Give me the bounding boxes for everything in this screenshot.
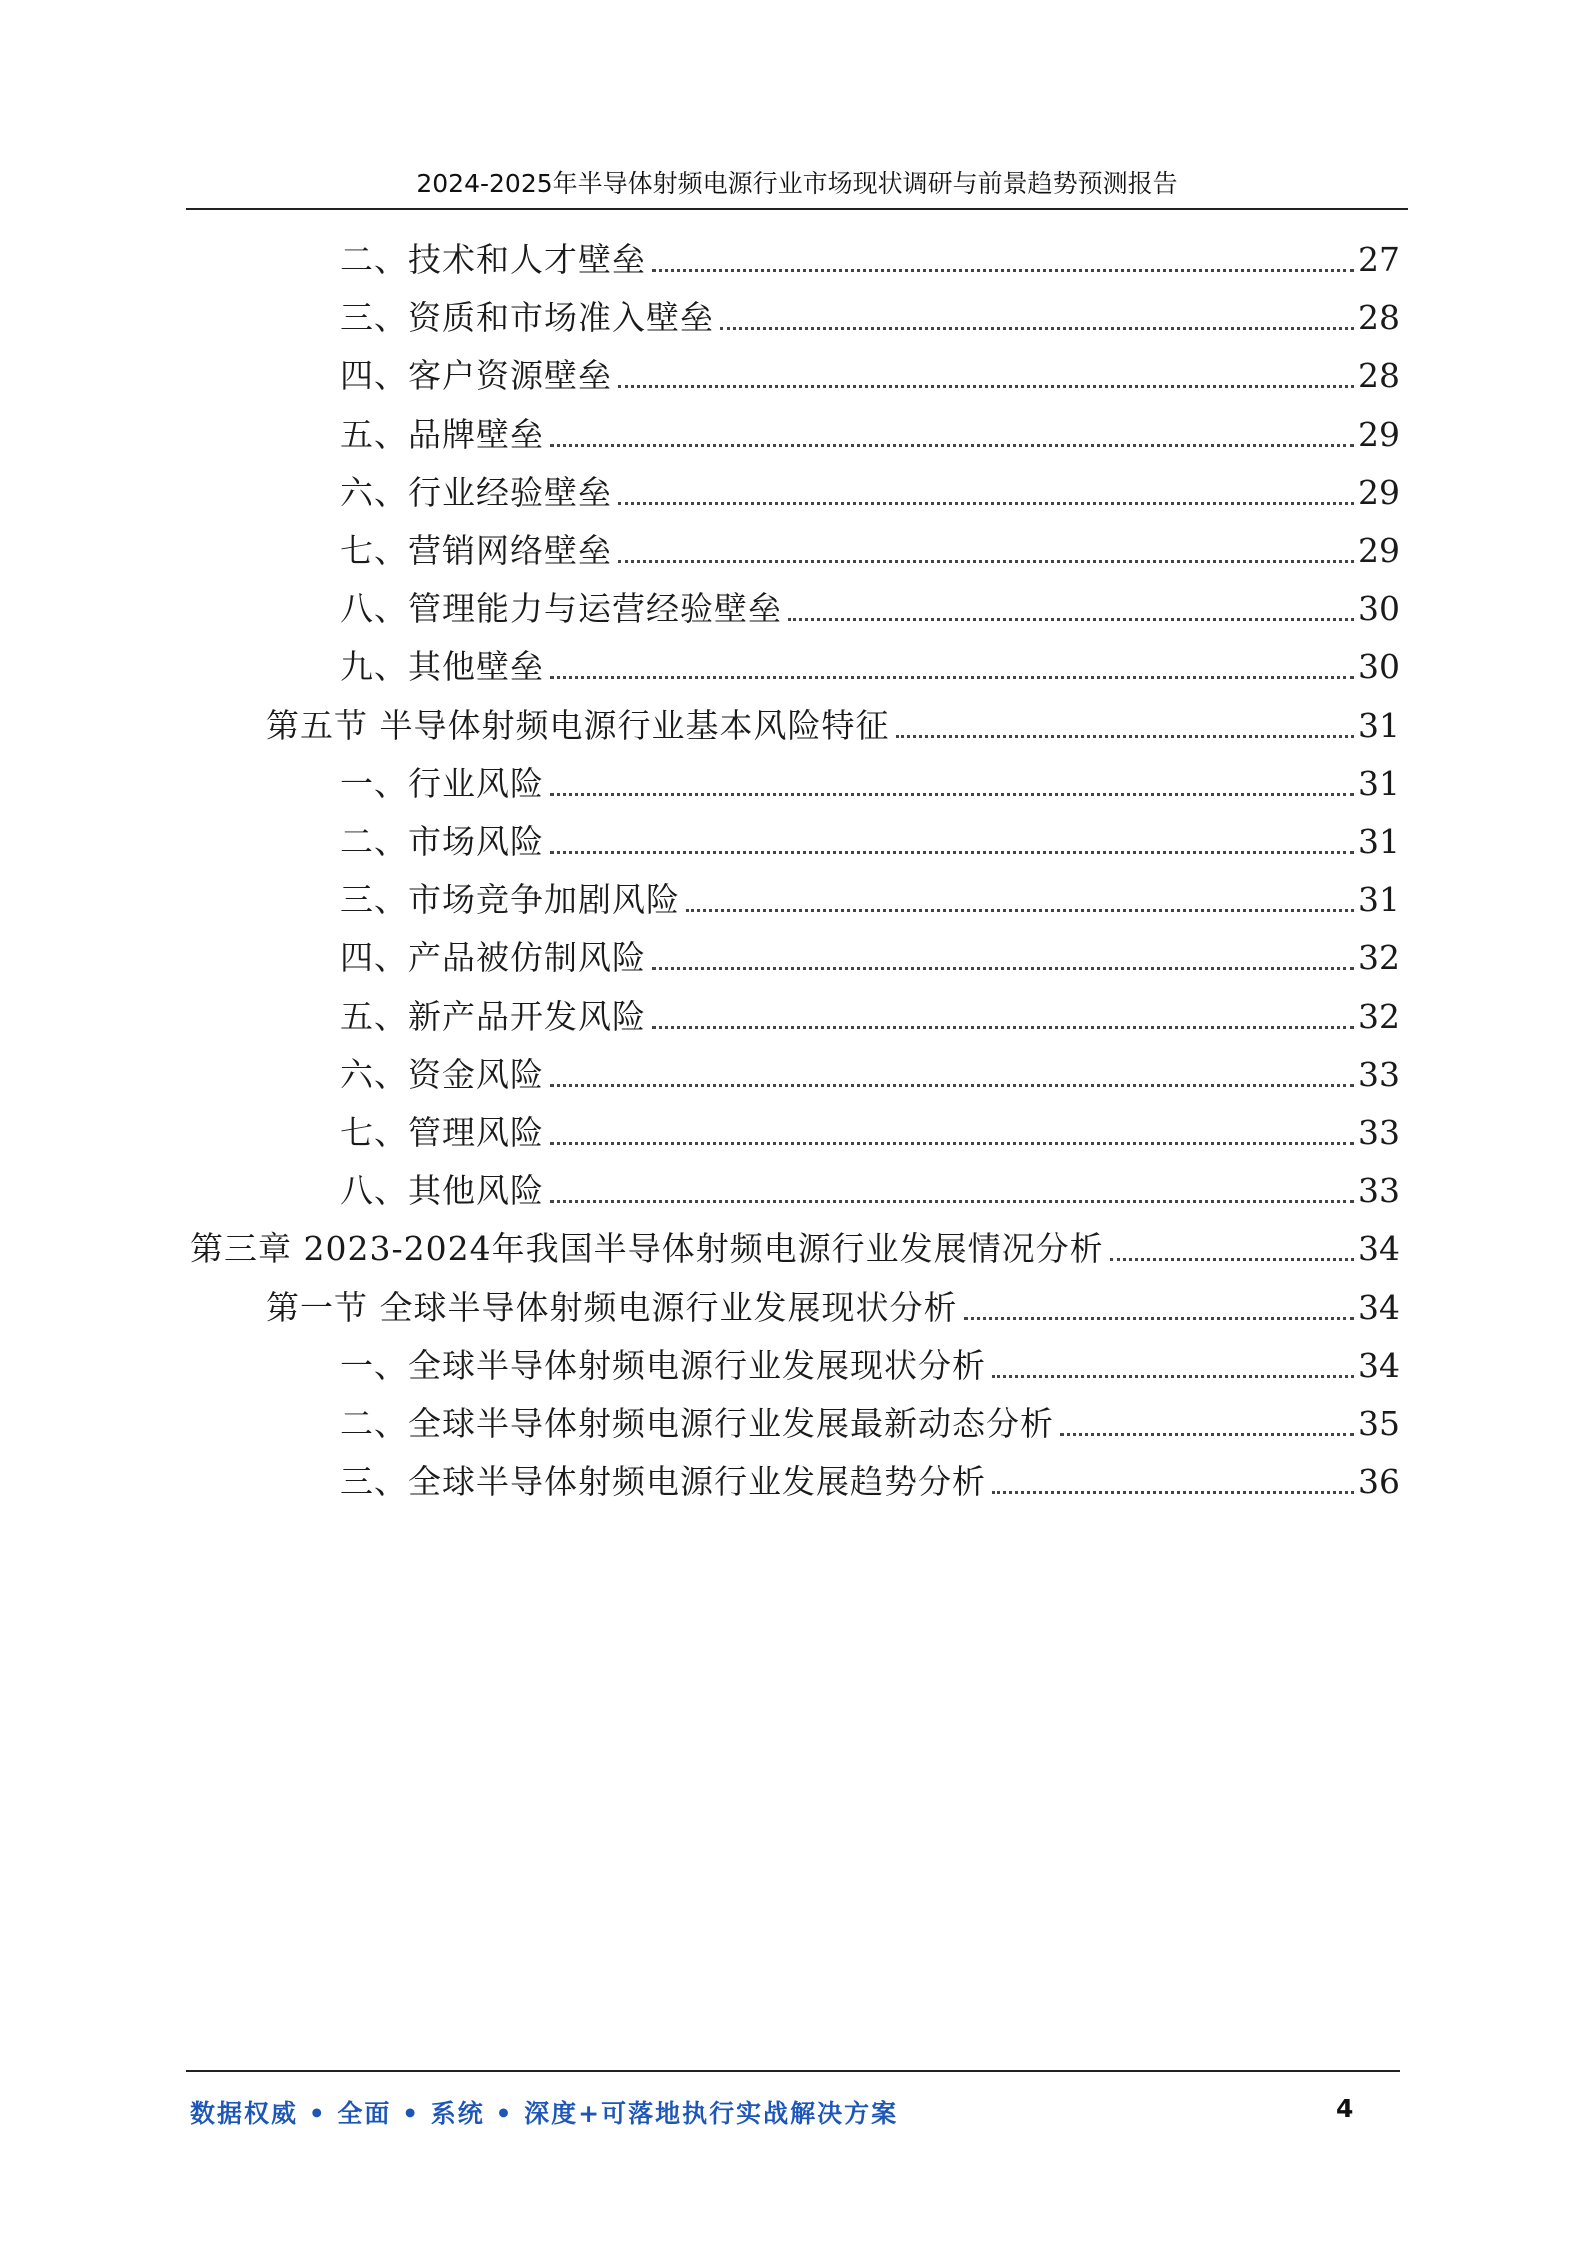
toc-entry-label: 二、市场风险 xyxy=(340,822,544,861)
toc-entry-page: 29 xyxy=(1358,531,1400,570)
toc-entry-page: 34 xyxy=(1358,1288,1400,1327)
toc-entry[interactable] xyxy=(340,1396,1400,1446)
toc-entry[interactable] xyxy=(266,1280,1400,1330)
toc-entry-label: 三、市场竞争加剧风险 xyxy=(340,880,680,919)
toc-dot-leader xyxy=(550,676,1354,679)
toc-entry[interactable] xyxy=(340,814,1400,864)
toc-entry-label: 一、行业风险 xyxy=(340,764,544,803)
toc-entry[interactable] xyxy=(340,872,1400,922)
toc-entry-label: 三、全球半导体射频电源行业发展趋势分析 xyxy=(340,1462,986,1501)
toc-entry-page: 29 xyxy=(1358,473,1400,512)
toc-entry-label: 一、全球半导体射频电源行业发展现状分析 xyxy=(340,1346,986,1385)
toc-dot-leader xyxy=(652,967,1354,970)
toc-entry[interactable] xyxy=(340,581,1400,631)
toc-entry[interactable] xyxy=(340,348,1400,398)
toc-dot-leader xyxy=(652,269,1354,272)
toc-entry[interactable] xyxy=(340,1454,1400,1504)
report-title: 2024-2025年半导体射频电源行业市场现状调研与前景趋势预测报告 xyxy=(416,169,1178,198)
toc-dot-leader xyxy=(720,327,1354,330)
toc-entry[interactable] xyxy=(340,465,1400,515)
toc-dot-leader xyxy=(618,502,1354,505)
toc-dot-leader xyxy=(550,1200,1354,1203)
toc-entry-page: 29 xyxy=(1358,415,1400,454)
footer-slogan: 数据权威 • 全面 • 系统 • 深度+可落地执行实战解决方案 xyxy=(190,2099,899,2128)
toc-entry-label: 八、其他风险 xyxy=(340,1171,544,1210)
toc-entry[interactable] xyxy=(190,1221,1400,1271)
toc-entry-page: 32 xyxy=(1358,997,1400,1036)
page-number: 4 xyxy=(1336,2094,1354,2123)
toc-entry-page: 28 xyxy=(1358,298,1400,337)
toc-entry[interactable] xyxy=(340,523,1400,573)
toc-entry-label: 第五节 半导体射频电源行业基本风险特征 xyxy=(266,706,890,745)
toc-entry-page: 31 xyxy=(1358,880,1400,919)
toc-dot-leader xyxy=(1110,1258,1354,1261)
toc-entry-page: 30 xyxy=(1358,589,1400,628)
toc-entry-page: 34 xyxy=(1358,1346,1400,1385)
toc-dot-leader xyxy=(550,793,1354,796)
toc-entry-page: 31 xyxy=(1358,764,1400,803)
toc-dot-leader xyxy=(550,1084,1354,1087)
toc-dot-leader xyxy=(964,1317,1355,1320)
toc-entry-page: 35 xyxy=(1358,1404,1400,1443)
toc-entry-label: 五、新产品开发风险 xyxy=(340,997,646,1036)
toc-entry-label: 二、技术和人才壁垒 xyxy=(340,240,646,279)
toc-entry[interactable] xyxy=(340,407,1400,457)
toc-entry-page: 31 xyxy=(1358,706,1400,745)
toc-entry[interactable] xyxy=(340,1163,1400,1213)
toc-dot-leader xyxy=(652,1026,1354,1029)
toc-entry[interactable] xyxy=(340,930,1400,980)
toc-entry-label: 七、管理风险 xyxy=(340,1113,544,1152)
toc-dot-leader xyxy=(896,735,1355,738)
toc-dot-leader xyxy=(992,1491,1354,1494)
toc-entry-label: 三、资质和市场准入壁垒 xyxy=(340,298,714,337)
toc-entry-page: 33 xyxy=(1358,1055,1400,1094)
toc-entry[interactable] xyxy=(340,1105,1400,1155)
toc-entry-label: 四、客户资源壁垒 xyxy=(340,356,612,395)
toc-entry[interactable] xyxy=(340,639,1400,689)
toc-entry-page: 27 xyxy=(1358,240,1400,279)
footer-divider xyxy=(186,2070,1400,2072)
toc-entry-label: 六、资金风险 xyxy=(340,1055,544,1094)
toc-entry-label: 二、全球半导体射频电源行业发展最新动态分析 xyxy=(340,1404,1054,1443)
toc-entry-page: 30 xyxy=(1358,647,1400,686)
toc-entry[interactable] xyxy=(340,989,1400,1039)
toc-entry[interactable] xyxy=(340,232,1400,282)
toc-entry-label: 五、品牌壁垒 xyxy=(340,415,544,454)
toc-entry-label: 八、管理能力与运营经验壁垒 xyxy=(340,589,782,628)
toc-entry-label: 七、营销网络壁垒 xyxy=(340,531,612,570)
toc-entry-page: 36 xyxy=(1358,1462,1400,1501)
toc-dot-leader xyxy=(992,1375,1354,1378)
toc-entry[interactable] xyxy=(266,698,1400,748)
toc-entry[interactable] xyxy=(340,1338,1400,1388)
toc-entry-page: 28 xyxy=(1358,356,1400,395)
toc-entry-label: 第三章 2023-2024年我国半导体射频电源行业发展情况分析 xyxy=(190,1229,1104,1268)
header-divider xyxy=(186,208,1408,210)
toc-entry-page: 32 xyxy=(1358,938,1400,977)
toc-dot-leader xyxy=(618,385,1354,388)
toc-entry-page: 33 xyxy=(1358,1113,1400,1152)
toc-dot-leader xyxy=(618,560,1354,563)
toc-entry-page: 33 xyxy=(1358,1171,1400,1210)
toc-dot-leader xyxy=(550,1142,1354,1145)
toc-dot-leader xyxy=(1060,1433,1354,1436)
toc-entry[interactable] xyxy=(340,756,1400,806)
toc-dot-leader xyxy=(686,909,1354,912)
toc-dot-leader xyxy=(788,618,1354,621)
toc-dot-leader xyxy=(550,851,1354,854)
toc-entry-label: 四、产品被仿制风险 xyxy=(340,938,646,977)
toc-entry[interactable] xyxy=(340,290,1400,340)
toc-entry-page: 34 xyxy=(1358,1229,1400,1268)
toc-entry-page: 31 xyxy=(1358,822,1400,861)
toc-entry-label: 六、行业经验壁垒 xyxy=(340,473,612,512)
toc-dot-leader xyxy=(550,444,1354,447)
toc-entry-label: 九、其他壁垒 xyxy=(340,647,544,686)
toc-entry-label: 第一节 全球半导体射频电源行业发展现状分析 xyxy=(266,1288,958,1327)
toc-entry[interactable] xyxy=(340,1047,1400,1097)
